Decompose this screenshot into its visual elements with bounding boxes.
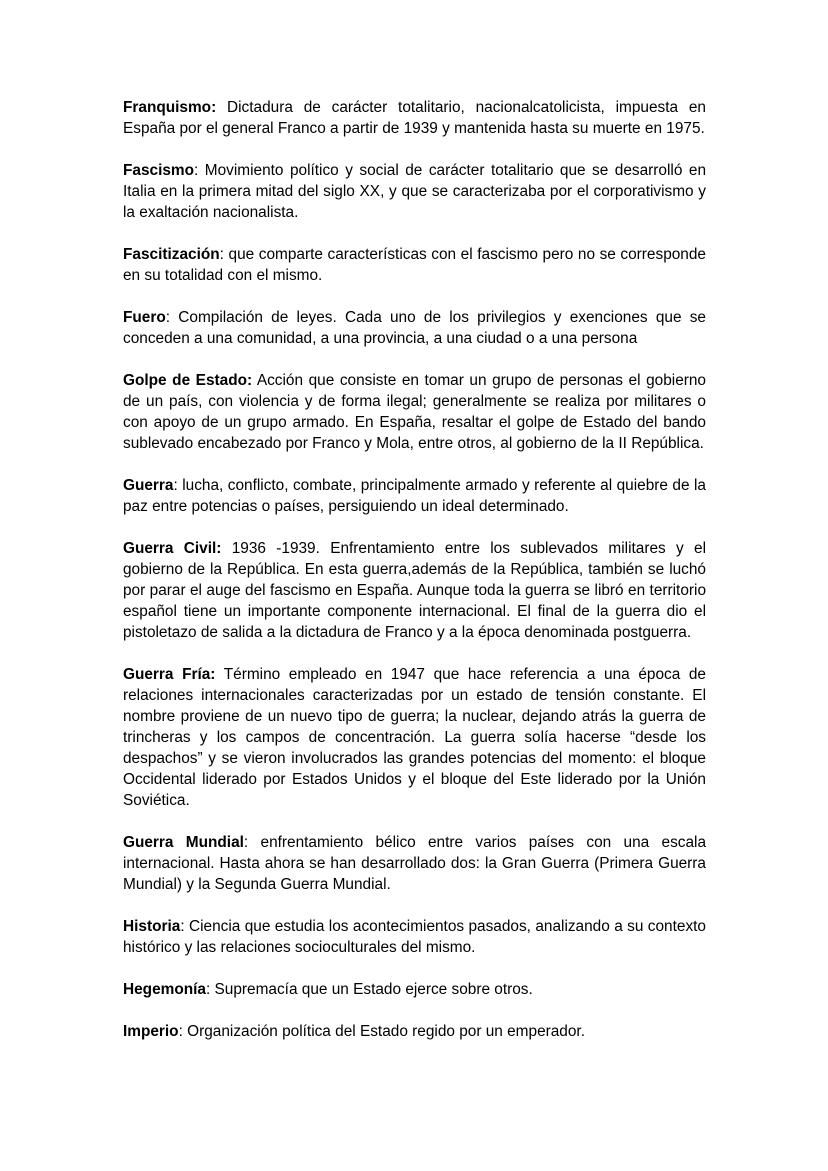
glossary-entry — [123, 160, 706, 223]
glossary-entry — [123, 1021, 706, 1042]
glossary-entry — [123, 664, 706, 811]
glossary-term: Imperio — [123, 1023, 179, 1040]
glossary-term: Franquismo: — [123, 99, 217, 116]
glossary-entry — [123, 979, 706, 1000]
glossary-term: Fascismo — [123, 162, 195, 179]
glossary-term: Fascitización — [123, 246, 220, 263]
glossary-definition: : Organización política del Estado regido por un emperador. — [178, 1023, 585, 1040]
glossary-term: Guerra Mundial — [123, 834, 244, 851]
glossary-entry — [123, 538, 706, 643]
glossary-definition: Acción que consiste en tomar un grupo de personas el gobierno de un país, con violencia y de forma ilegal; generalmente se realiza por militares o con apoyo de un grupo armado. En España, resaltar el golpe de Estado del bando sublevado encabezado por Franco y Mola, entre otros, al gobierno de la II República. — [123, 372, 706, 452]
glossary-term: Guerra Fría: — [123, 666, 216, 683]
glossary-definition: : Ciencia que estudia los acontecimientos pasados, analizando a su contexto histórico y las relaciones socioculturales del mismo. — [123, 918, 706, 956]
glossary-entry — [123, 244, 706, 286]
glossary-definition: : Movimiento político y social de carácter totalitario que se desarrolló en Italia en la primera mitad del siglo XX, y que se caracterizaba por el corporativismo y la exaltación nacionalista. — [123, 162, 706, 221]
glossary-entry — [123, 832, 706, 895]
glossary-entry — [123, 370, 706, 454]
glossary-definition: Dictadura de carácter totalitario, nacionalcatolicista, impuesta en España por el general Franco a partir de 1939 y mantenida hasta su muerte en 1975. — [123, 99, 706, 137]
glossary-term: Golpe de Estado: — [123, 372, 253, 389]
glossary-term: Historia — [123, 918, 181, 935]
glossary-entry — [123, 307, 706, 349]
glossary-entry — [123, 475, 706, 517]
glossary-term: Hegemonía — [123, 981, 206, 998]
glossary-definition: 1936 -1939. Enfrentamiento entre los sublevados militares y el gobierno de la República. En esta guerra,además de la República, también se luchó por parar el auge del fascismo en España. Aunque toda la guerra se libró en territorio español tiene un importante componente internacional. El final de la guerra dio el pistoletazo de salida a la dictadura de Franco y a la época denominada postguerra. — [123, 540, 706, 641]
glossary-definition: : enfrentamiento bélico entre varios países con una escala internacional. Hasta ahora se han desarrollado dos: la Gran Guerra (Primera Guerra Mundial) y la Segunda Guerra Mundial. — [123, 834, 706, 893]
glossary-term: Guerra Civil: — [123, 540, 222, 557]
glossary-definition: : Supremacía que un Estado ejerce sobre otros. — [205, 981, 533, 998]
glossary-term: Fuero — [123, 309, 166, 326]
glossary-definition: : Compilación de leyes. Cada uno de los privilegios y exenciones que se conceden a una comunidad, a una provincia, a una ciudad o a una persona — [123, 309, 706, 347]
glossary-definition: : que comparte características con el fascismo pero no se corresponde en su totalidad con el mismo. — [123, 246, 706, 284]
glossary-definition: : lucha, conflicto, combate, principalmente armado y referente al quiebre de la paz entre potencias o países, persiguiendo un ideal determinado. — [123, 477, 706, 515]
glossary-entry — [123, 97, 706, 139]
glossary-definition: Término empleado en 1947 que hace referencia a una época de relaciones internacionales caracterizadas por un estado de tensión constante. El nombre proviene de un nuevo tipo de guerra; la nuclear, dejando atrás la guerra de trincheras y los campos de concentración. La guerra solía hacerse “desde los despachos” y se vieron involucrados las grandes potencias del momento: el bloque Occidental liderado por Estados Unidos y el bloque del Este liderado por la Unión Soviética. — [123, 666, 706, 809]
glossary-entry — [123, 916, 706, 958]
glossary-term: Guerra — [123, 477, 174, 494]
